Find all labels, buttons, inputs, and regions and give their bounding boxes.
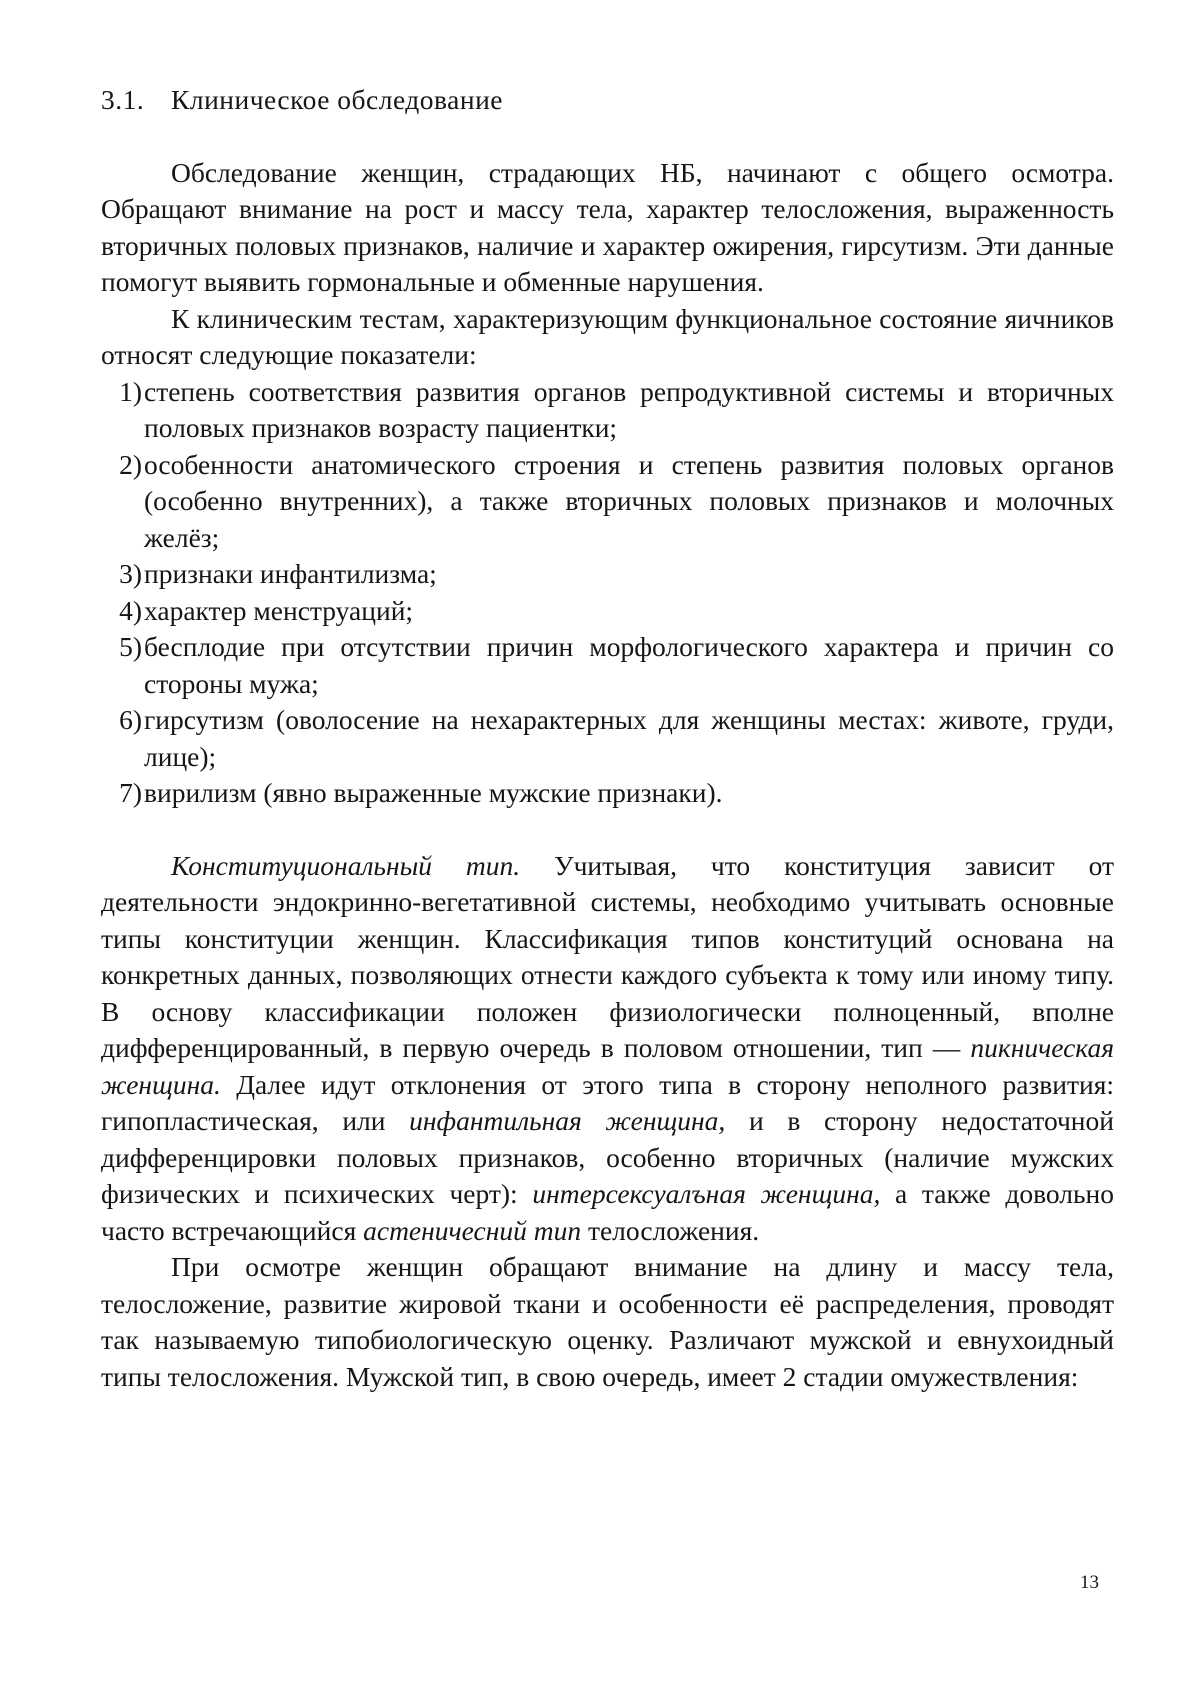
constitution-lead: Конституциональный тип. (171, 849, 521, 881)
list-item (101, 593, 1114, 630)
list-item-number: 4) (119, 594, 142, 626)
constitution-text-4: а также довольно часто встречающийся (101, 1178, 1114, 1246)
list-item-text: характер менструаций; (144, 594, 414, 626)
list-item-number: 7) (119, 777, 142, 808)
paragraph-clinical-tests: К клиническим тестам, характеризующим функциональное состояние яичников относят следующие показатели: (101, 302, 1114, 370)
term-asthenic: астеничесний тип (363, 1214, 582, 1246)
list-item (101, 629, 1114, 702)
section-number: 3.1. (101, 84, 145, 115)
list-item-number: 2) (119, 448, 142, 480)
list-item-text: бесплодие при отсутствии причин морфологического характера и причин со стороны мужа; (144, 631, 1114, 699)
list-item (101, 374, 1114, 447)
page-number: 13 (1080, 1572, 1099, 1593)
list-item (101, 702, 1114, 775)
list-item-number: 6) (119, 704, 142, 735)
list-item (101, 447, 1114, 557)
list-item-number: 1) (119, 375, 142, 407)
paragraph-constitution (101, 848, 1114, 1250)
constitution-text-3: и в сторону недостаточной дифференцировки половых признаков, особенно вторичных (наличие мужских физических и психических черт): (101, 1105, 1114, 1209)
term-intersexual: интерсексуалъная женщина, (532, 1178, 881, 1209)
section-title: Клиническое обследование (171, 84, 503, 115)
list-item-number: 5) (119, 631, 142, 662)
constitution-text-1: Учитывая, что конституция зависит от деятельности эндокринно-вегетативной системы, необходимо учитывать основные типы конституции женщин. Классификация типов конституций основана на конкретных данных, позволяющих отнести каждого субъекта к тому или иному типу. В основу классификации положен физиологически полноценный, вполне дифференцированный, в первую очередь в половом отношении, тип — (101, 849, 1114, 1063)
list-item (101, 775, 1114, 812)
list-item-text: признаки инфантилизма; (144, 558, 437, 589)
indicators-list (101, 374, 1114, 812)
paragraph-intro: Обследование женщин, страдающих НБ, начинают с общего осмотра. Обращают внимание на рост и массу тела, характер телосложения, выраженность вторичных половых признаков, наличие и характер ожирения, гирсутизм. Эти данные помогут выявить гормональные и обменные нарушения. (101, 156, 1114, 297)
list-item-text: особенности анатомического строения и степень развития половых органов (особенно внутренних), а также вторичных половых признаков и молочных желёз; (144, 448, 1114, 553)
page-body (101, 82, 1114, 1395)
list-item-number: 3) (119, 558, 142, 589)
list-item-text: вирилизм (явно выраженные мужские признаки). (144, 777, 723, 808)
spacer (101, 812, 1114, 848)
list-item-text: степень соответствия развития органов репродуктивной системы и вторичных половых признаков возрасту пациентки; (144, 375, 1114, 443)
constitution-text-2: Далее идут отклонения от этого типа в сторону неполного развития: гипопластическая, или (101, 1068, 1114, 1136)
section-heading (101, 82, 1114, 119)
list-item (101, 556, 1114, 593)
term-pyknic: пикническая женщина. (101, 1032, 1114, 1100)
paragraph-examination: При осмотре женщин обращают внимание на длину и массу тела, телосложение, развитие жировой ткани и особенности её распределения, проводят так называемую типобиологическую оценку. Различают мужской и евнухоидный типы телосложения. Мужской тип, в свою очередь, имеет 2 стадии омужествления: (101, 1251, 1114, 1392)
term-infantile: инфантильная женщина, (409, 1105, 726, 1136)
constitution-text-5: телосложения. (581, 1214, 760, 1246)
list-item-text: гирсутизм (оволосение на нехарактерных для женщины местах: животе, груди, лице); (144, 704, 1114, 772)
